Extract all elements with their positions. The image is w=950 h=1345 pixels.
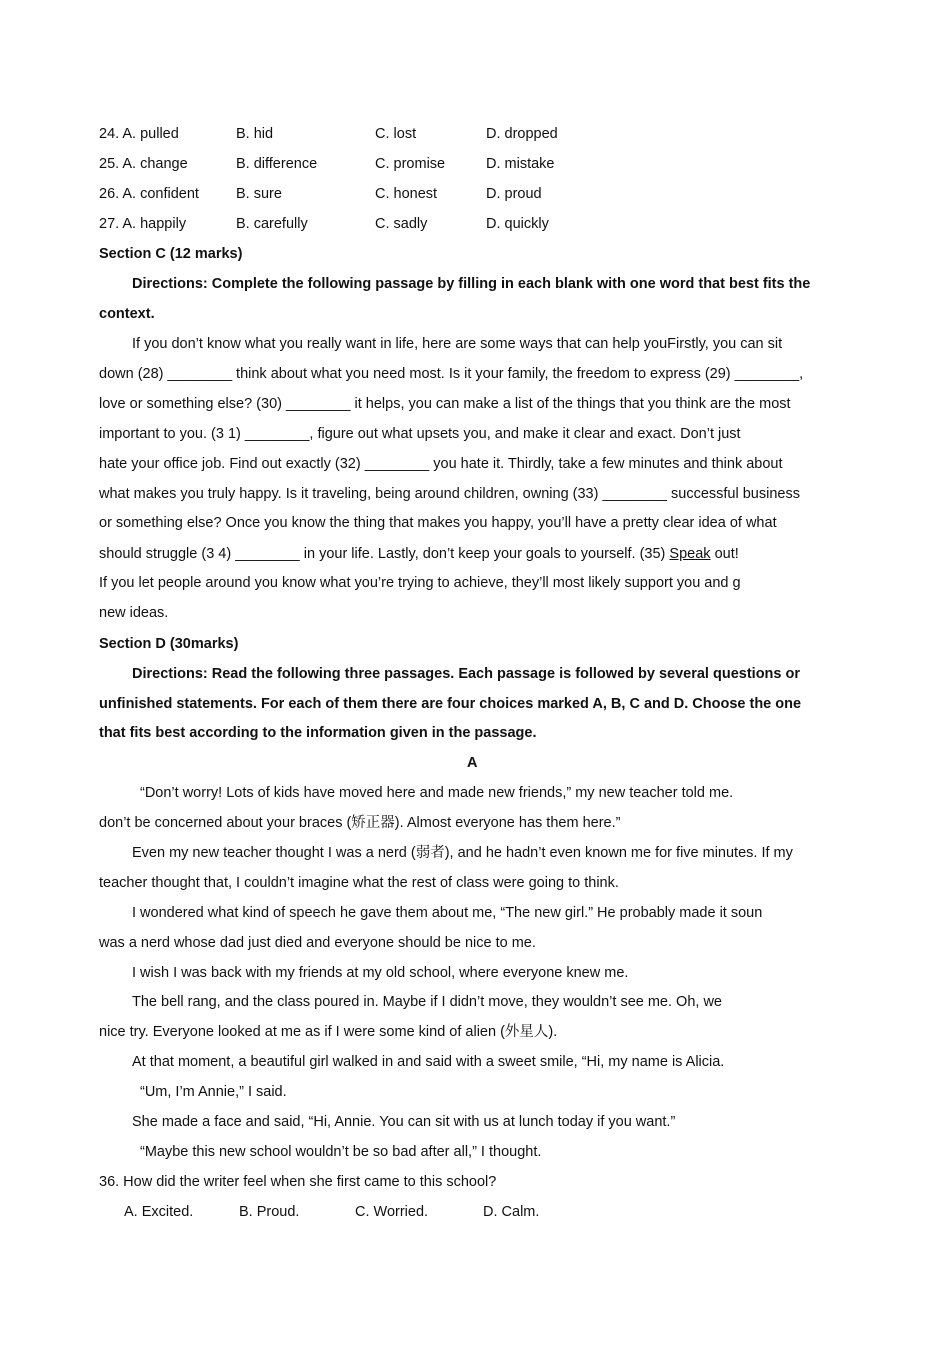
story-line: She made a face and said, “Hi, Annie. You can sit with us at lunch today if you want.” [132, 1114, 676, 1130]
passage-text-out: out! [714, 546, 739, 562]
story-line: teacher thought that, I couldn’t imagine what the rest of class were going to think. [99, 875, 619, 891]
story-line: At that moment, a beautiful girl walked in and said with a sweet smile, “Hi, my name is Alicia. [132, 1054, 725, 1070]
story-line: nice try. Everyone looked at me as if I were some kind of alien (外星人). [99, 1024, 558, 1040]
passage-line: important to you. (3 1) ________, figure out what upsets you, and make it clear and exact. Don’t just [99, 426, 741, 442]
passage-line: hate your office job. Find out exactly (32) ________ you hate it. Thirdly, take a few minutes and think about [99, 456, 783, 472]
choice-b: B. Proud. [239, 1204, 300, 1220]
section-c-title: Section C (12 marks) [99, 246, 243, 262]
passage-line: down (28) ________ think about what you need most. Is it your family, the freedom to express (29) ________, [99, 366, 804, 382]
passage-line [99, 545, 739, 563]
choice-c: C. Worried. [355, 1204, 429, 1220]
story-line: I wish I was back with my friends at my old school, where everyone knew me. [132, 965, 629, 981]
section-c-directions-cont: context. [99, 306, 155, 322]
story-line: was a nerd whose dad just died and everyone should be nice to me. [99, 935, 536, 951]
section-d-directions: Directions: Read the following three passages. Each passage is followed by several questions or [132, 666, 800, 682]
story-line: Even my new teacher thought I was a nerd (弱者), and he hadn’t even known me for five minutes. If my [132, 845, 793, 861]
section-d-title: Section D (30marks) [99, 636, 239, 652]
passage-line: love or something else? (30) ________ it helps, you can make a list of the things that you think are the most [99, 396, 791, 412]
choice-a: A. Excited. [124, 1204, 194, 1220]
story-line: “Don’t worry! Lots of kids have moved here and made new friends,” my new teacher told me. [140, 785, 734, 801]
story-line: “Maybe this new school wouldn’t be so bad after all,” I thought. [140, 1144, 542, 1160]
passage-line: or something else? Once you know the thing that makes you happy, you’ll have a pretty clear idea of what [99, 515, 777, 531]
section-d-directions: unfinished statements. For each of them there are four choices marked A, B, C and D. Choose the one [99, 696, 802, 712]
story-line: The bell rang, and the class poured in. Maybe if I didn’t move, they wouldn’t see me. Oh, we [132, 994, 722, 1010]
blank-35-label: (35) [639, 546, 666, 562]
story-line: don’t be concerned about your braces (矫正器). Almost everyone has them here.” [99, 815, 621, 831]
passage-line: new ideas. [99, 605, 169, 621]
section-c-directions: Directions: Complete the following passage by filling in each blank with one word that best fits the [132, 276, 811, 292]
passage-line: what makes you truly happy. Is it traveling, being around children, owning (33) ________ successful business [99, 486, 800, 502]
story-line: I wondered what kind of speech he gave them about me, “The new girl.” He probably made it soun [132, 905, 763, 921]
question-36: 36. How did the writer feel when she first came to this school? [99, 1174, 497, 1190]
passage-line: If you let people around you know what you’re trying to achieve, they’ll most likely support you and g [99, 575, 741, 591]
choice-d: D. Calm. [483, 1204, 540, 1220]
passage-text: should struggle (3 4) ________ in your life. Lastly, don’t keep your goals to yourself. [99, 546, 636, 562]
passage-label: A [467, 755, 478, 771]
passage-line: If you don’t know what you really want in life, here are some ways that can help youFirstly, you can sit [132, 336, 783, 352]
blank-35-answer: Speak [669, 546, 711, 562]
story-line: “Um, I’m Annie,” I said. [140, 1084, 287, 1100]
section-d-directions: that fits best according to the information given in the passage. [99, 725, 537, 741]
